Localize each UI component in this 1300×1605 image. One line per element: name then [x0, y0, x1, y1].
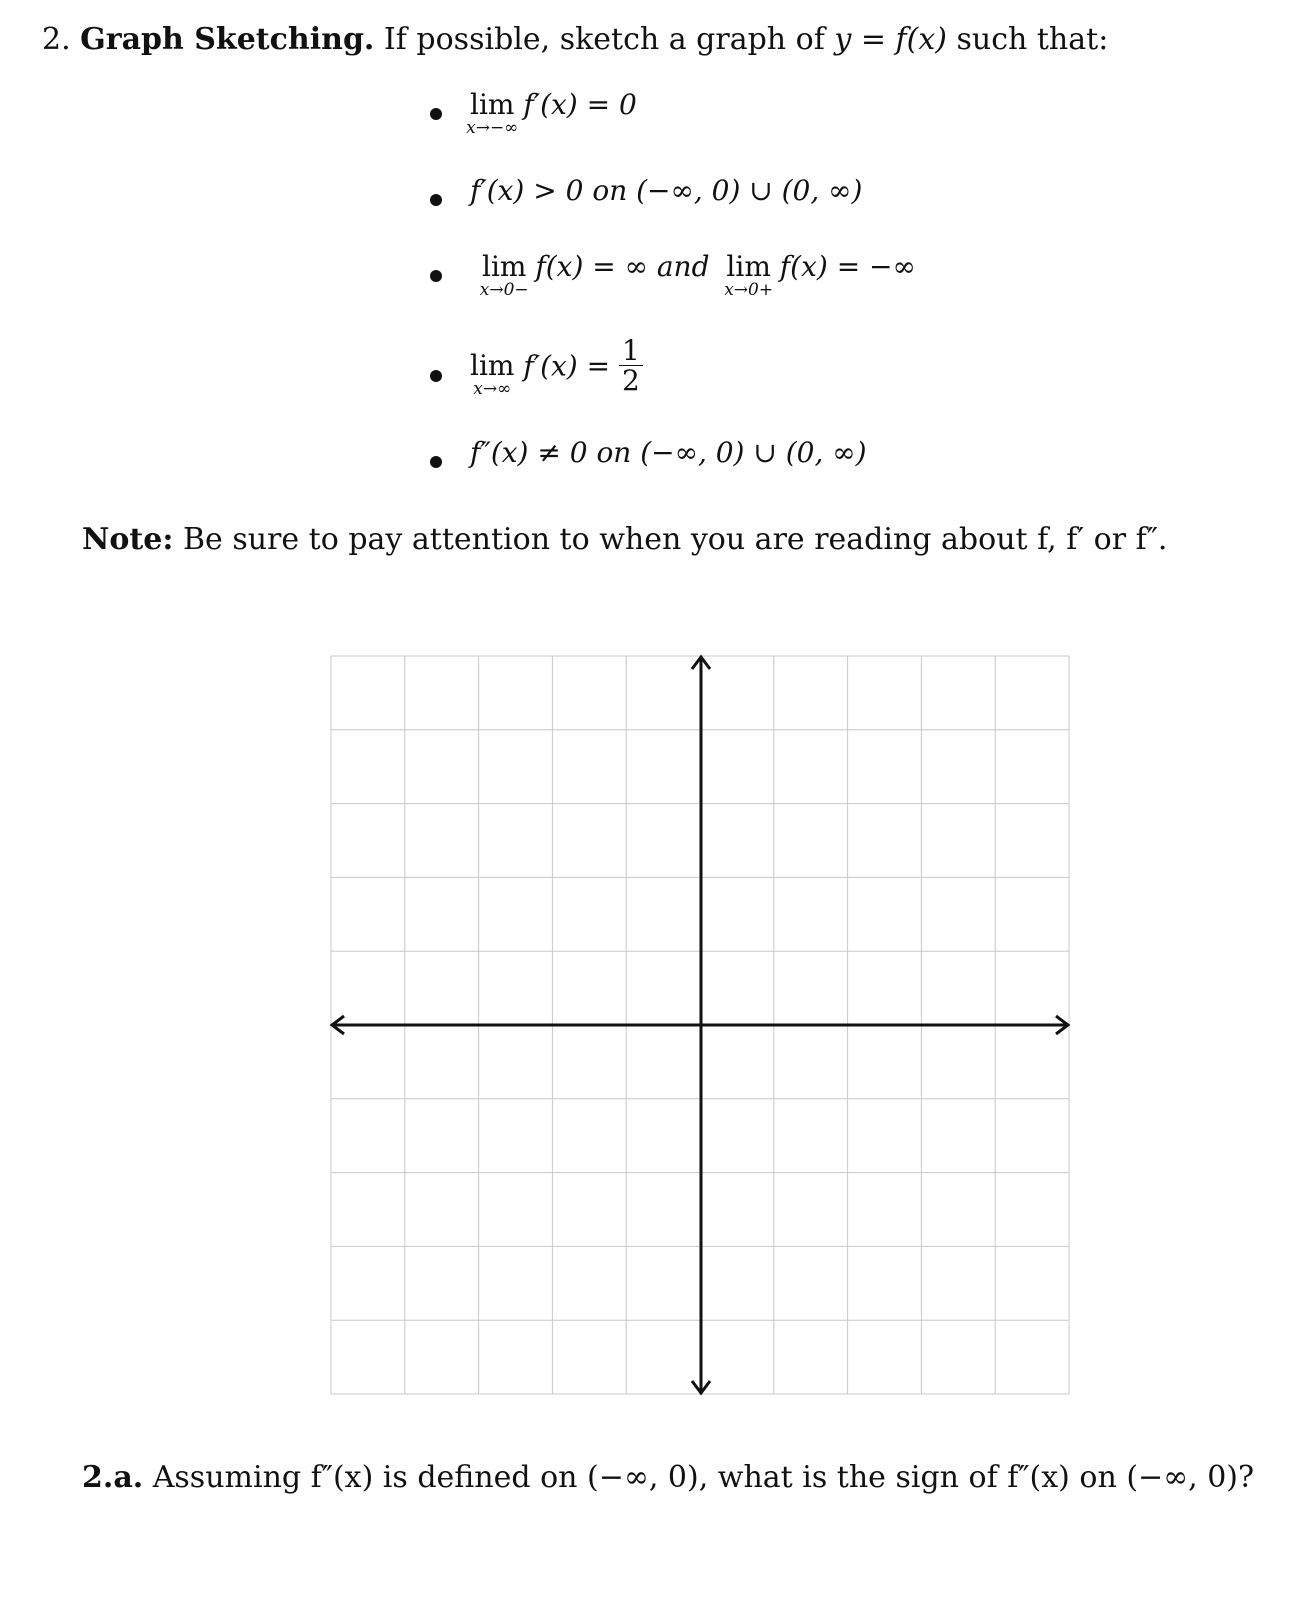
problem-title: Graph Sketching.	[80, 22, 375, 57]
limit-subscript: x→−∞	[466, 118, 519, 138]
bullet-dot	[430, 370, 442, 382]
limit-operator	[470, 349, 515, 400]
condition-expression	[466, 88, 637, 138]
limit-operator	[724, 250, 774, 300]
note-label: Note:	[82, 522, 174, 557]
question-text: Assuming f″(x) is defined on (−∞, 0), what is the sign of f″(x) on (−∞, 0)?	[152, 1460, 1255, 1495]
limit-subscript: x→0+	[724, 280, 774, 300]
problem-prompt-end: such that:	[956, 22, 1109, 57]
note-text: Be sure to pay attention to when you are reading about f, f′ or f″.	[183, 522, 1168, 557]
condition-text: f′(x) =	[523, 349, 611, 383]
limit-operator	[479, 250, 529, 300]
limit-word: lim	[726, 250, 771, 283]
condition-text: f(x) = −∞	[779, 250, 916, 283]
graph-grid[interactable]	[320, 645, 1080, 1405]
condition-text: f″(x) ≠ 0 on (−∞, 0) ∪ (0, ∞)	[470, 436, 867, 469]
problem-number: 2.	[42, 22, 71, 57]
bullet-dot	[430, 456, 442, 468]
question-2a	[82, 1460, 1254, 1495]
condition-expression	[470, 334, 643, 400]
condition-text: f′(x) > 0 on (−∞, 0) ∪ (0, ∞)	[470, 174, 863, 207]
condition-expression	[479, 250, 916, 300]
condition-expression	[470, 436, 867, 469]
problem-function: y = f(x)	[834, 22, 947, 57]
limit-word: lim	[482, 250, 527, 283]
limit-word: lim	[470, 349, 515, 383]
condition-expression	[470, 174, 862, 207]
problem-prompt: If possible, sketch a graph of	[383, 22, 825, 57]
question-label: 2.a.	[82, 1460, 144, 1495]
fraction	[619, 336, 643, 396]
limit-subscript: x→0−	[479, 280, 529, 300]
fraction-denominator: 2	[622, 364, 640, 398]
limit-word: lim	[470, 88, 515, 121]
bullet-dot	[430, 270, 442, 282]
condition-text: f(x) = ∞ and	[535, 250, 710, 283]
bullet-dot	[430, 194, 442, 206]
fraction-numerator: 1	[619, 336, 643, 366]
limit-operator	[466, 88, 519, 138]
problem-heading	[42, 22, 1108, 57]
bullet-dot	[430, 108, 442, 120]
note	[82, 522, 1167, 557]
limit-subscript: x→∞	[473, 379, 512, 400]
condition-text: f′(x) = 0	[523, 88, 637, 121]
